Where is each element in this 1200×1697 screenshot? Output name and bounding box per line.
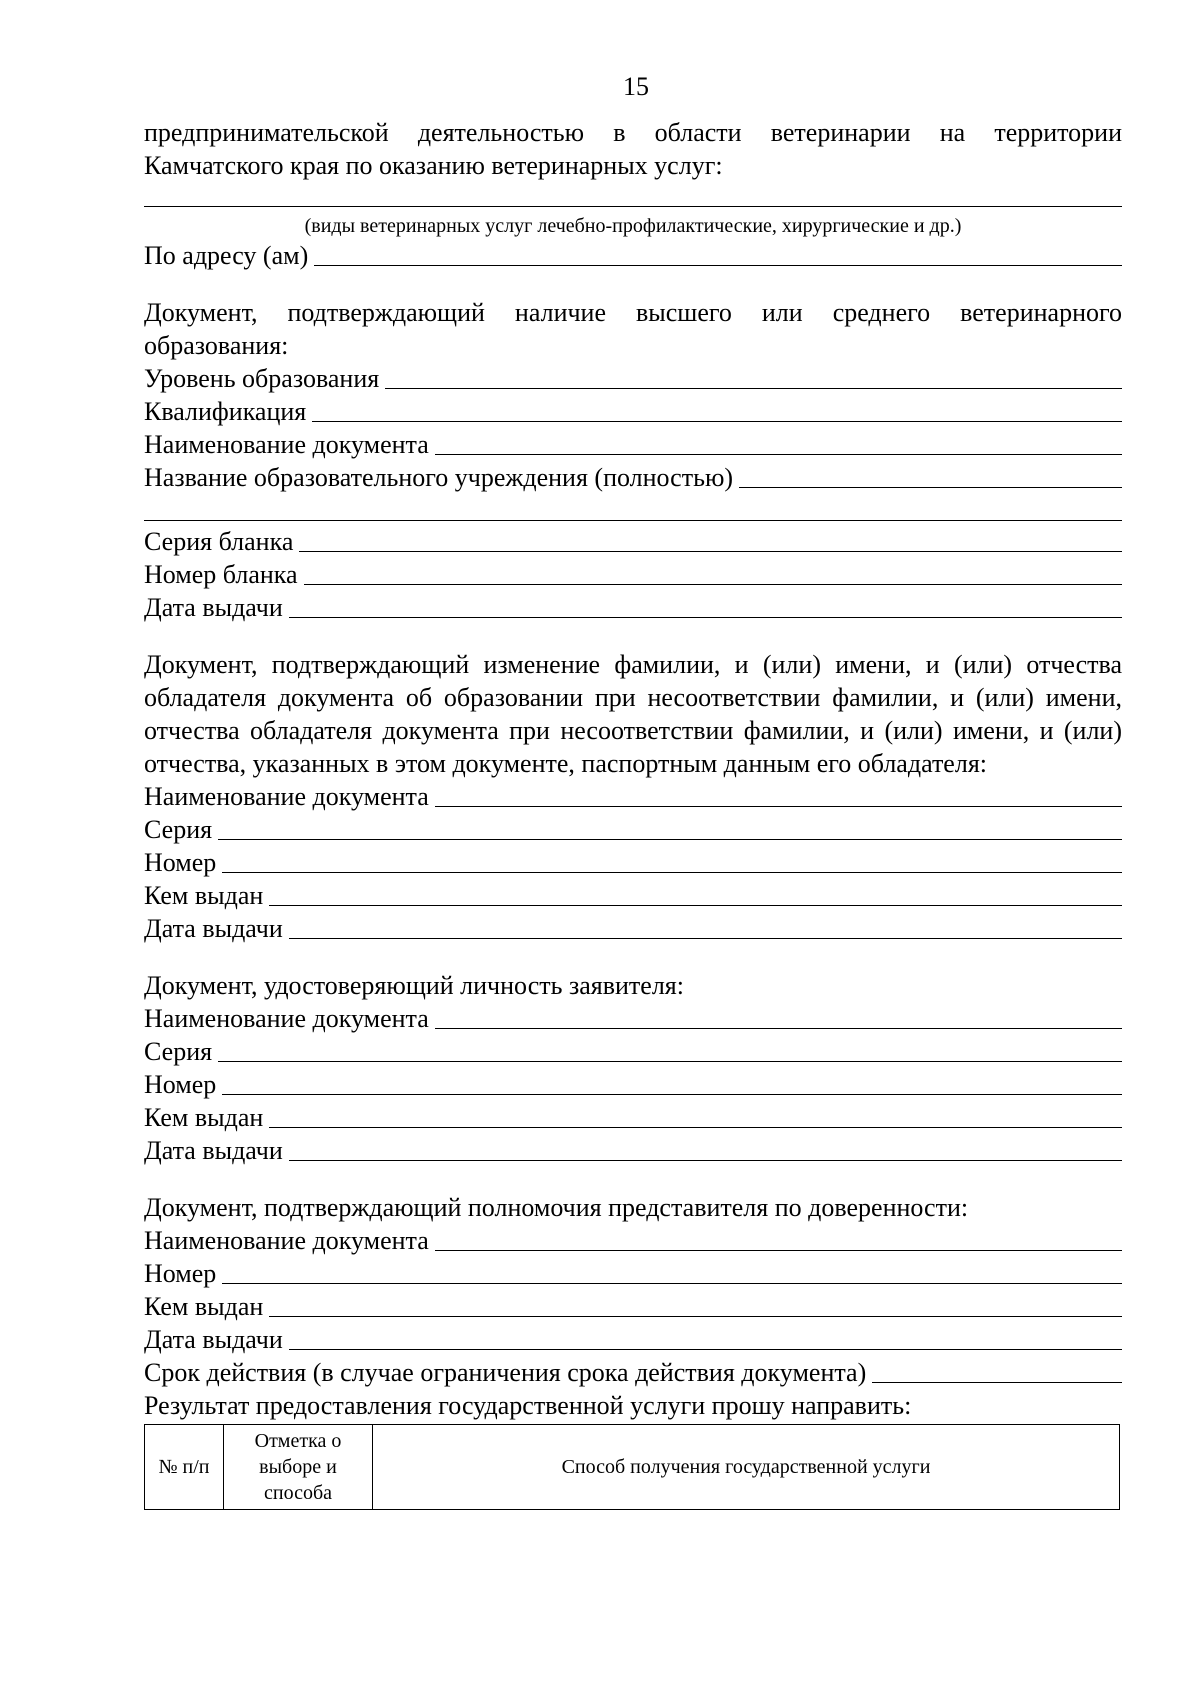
name-change-doc-name-row — [144, 780, 1122, 813]
education-level-label: Уровень образования — [144, 364, 380, 393]
representative-doc-name-label: Наименование документа — [144, 1226, 429, 1255]
form-number-row — [144, 558, 1122, 591]
name-change-doc-name-label: Наименование документа — [144, 782, 429, 811]
representative-number-label: Номер — [144, 1259, 217, 1288]
education-doc-name-row — [144, 428, 1122, 461]
institution-field-continued[interactable] — [144, 494, 1122, 521]
name-change-issue-date-field[interactable] — [289, 914, 1122, 939]
education-doc-name-label: Наименование документа — [144, 430, 429, 459]
representative-validity-row — [144, 1356, 1122, 1389]
identity-heading: Документ, удостоверяющий личность заявителя: — [144, 971, 684, 1000]
identity-doc-name-label: Наименование документа — [144, 1004, 429, 1033]
representative-issue-date-label: Дата выдачи — [144, 1325, 283, 1354]
services-caption: (виды ветеринарных услуг лечебно-профилактические, хирургические и др.) — [304, 215, 962, 237]
identity-issued-by-field[interactable] — [269, 1103, 1122, 1128]
representative-validity-label: Срок действия (в случае ограничения срока действия документа) — [144, 1358, 867, 1387]
institution-row — [144, 461, 1122, 494]
form-series-label: Серия бланка — [144, 527, 294, 556]
form-series-field[interactable] — [299, 527, 1122, 552]
identity-issued-by-row — [144, 1101, 1122, 1134]
name-change-issued-by-label: Кем выдан — [144, 881, 264, 910]
name-change-series-label: Серия — [144, 815, 213, 844]
qualification-row — [144, 395, 1122, 428]
identity-issued-by-label: Кем выдан — [144, 1103, 264, 1132]
education-level-row — [144, 362, 1122, 395]
identity-number-field[interactable] — [222, 1070, 1122, 1095]
address-field[interactable] — [314, 241, 1122, 266]
identity-issue-date-field[interactable] — [289, 1136, 1122, 1161]
education-doc-name-field[interactable] — [435, 430, 1122, 455]
identity-issue-date-row — [144, 1134, 1122, 1167]
education-level-field[interactable] — [385, 364, 1122, 389]
page-number: 15 — [623, 72, 649, 101]
institution-label: Название образовательного учреждения (полностью) — [144, 463, 734, 492]
column-header-number: № п/п — [145, 1425, 224, 1510]
column-header-mark: Отметка о выборе и способа — [224, 1425, 373, 1510]
identity-doc-name-row — [144, 1002, 1122, 1035]
name-change-issued-by-field[interactable] — [269, 881, 1122, 906]
address-row — [144, 239, 1122, 272]
form-number-field[interactable] — [304, 560, 1122, 585]
name-change-series-row — [144, 813, 1122, 846]
representative-issue-date-row — [144, 1323, 1122, 1356]
name-change-number-label: Номер — [144, 848, 217, 877]
qualification-label: Квалификация — [144, 397, 307, 426]
name-change-issue-date-row — [144, 912, 1122, 945]
qualification-field[interactable] — [312, 397, 1122, 422]
education-issue-date-field[interactable] — [289, 593, 1122, 618]
representative-issued-by-row — [144, 1290, 1122, 1323]
name-change-series-field[interactable] — [218, 815, 1122, 840]
representative-number-field[interactable] — [222, 1259, 1122, 1284]
column-header-method: Способ получения государственной услуги — [373, 1425, 1120, 1510]
form-number-label: Номер бланка — [144, 560, 298, 589]
address-label: По адресу (ам) — [144, 241, 309, 270]
representative-issued-by-label: Кем выдан — [144, 1292, 264, 1321]
result-heading: Результат предоставления государственной услуги прошу направить: — [144, 1391, 912, 1420]
identity-number-label: Номер — [144, 1070, 217, 1099]
identity-number-row — [144, 1068, 1122, 1101]
institution-field[interactable] — [739, 463, 1122, 488]
identity-series-field[interactable] — [218, 1037, 1122, 1062]
representative-doc-name-field[interactable] — [435, 1226, 1122, 1251]
name-change-heading: Документ, подтверждающий изменение фамилии, и (или) имени, и (или) отчества обладателя документа об образовании при несоответствии фамилии, и (или) имени, отчества обладателя документа при несоответствии фамилии, и (или) имени, и (или) отчества, указанных в этом документе, паспортным данным его обладателя: — [144, 650, 1122, 778]
representative-doc-name-row — [144, 1224, 1122, 1257]
education-issue-date-label: Дата выдачи — [144, 593, 283, 622]
name-change-number-row — [144, 846, 1122, 879]
name-change-issue-date-label: Дата выдачи — [144, 914, 283, 943]
result-method-table — [144, 1424, 1120, 1510]
identity-series-label: Серия — [144, 1037, 213, 1066]
representative-validity-field[interactable] — [872, 1358, 1122, 1383]
name-change-doc-name-field[interactable] — [435, 782, 1122, 807]
name-change-issued-by-row — [144, 879, 1122, 912]
representative-issue-date-field[interactable] — [289, 1325, 1122, 1350]
representative-heading: Документ, подтверждающий полномочия представителя по доверенности: — [144, 1193, 969, 1222]
education-heading: Документ, подтверждающий наличие высшего или среднего ветеринарного образования: — [144, 298, 1122, 360]
form-series-row — [144, 525, 1122, 558]
name-change-number-field[interactable] — [222, 848, 1122, 873]
intro-paragraph: предпринимательской деятельностью в области ветеринарии на территории Камчатского края по оказанию ветеринарных услуг: — [144, 118, 1122, 180]
identity-series-row — [144, 1035, 1122, 1068]
application-form — [144, 116, 1122, 1510]
education-issue-date-row — [144, 591, 1122, 624]
table-header-row — [145, 1425, 1120, 1510]
representative-issued-by-field[interactable] — [269, 1292, 1122, 1317]
representative-number-row — [144, 1257, 1122, 1290]
services-field[interactable] — [144, 182, 1122, 207]
identity-doc-name-field[interactable] — [435, 1004, 1122, 1029]
identity-issue-date-label: Дата выдачи — [144, 1136, 283, 1165]
